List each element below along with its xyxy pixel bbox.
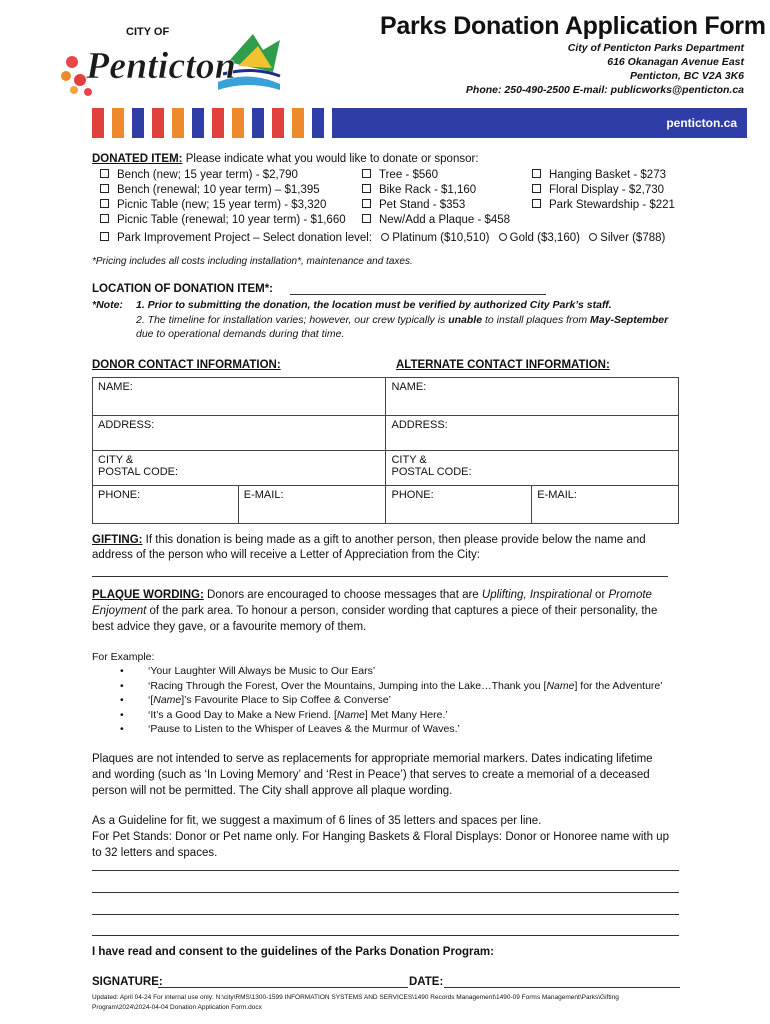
example-3: • ‘[Name]’s Favourite Place to Sip Coffee & Converse’ (120, 693, 663, 708)
note-label: *Note: (92, 299, 123, 311)
consent-statement: I have read and consent to the guidelines of the Parks Donation Program: (92, 946, 494, 958)
alternate-contact-heading: ALTERNATE CONTACT INFORMATION: (396, 359, 610, 371)
location-note-1: 1. Prior to submitting the donation, the location must be verified by authorized City Park’s staff. (136, 299, 612, 311)
logo-city-of-text: CITY OF (126, 26, 170, 38)
street-address: 616 Okanagan Avenue East (607, 56, 744, 68)
location-input-line[interactable] (290, 294, 546, 295)
donation-options-col2 (362, 168, 510, 228)
donated-item-section (92, 152, 479, 167)
radio-silver[interactable] (589, 233, 597, 241)
option-tree[interactable]: Tree - $560 (362, 168, 510, 183)
website-link[interactable]: penticton.ca (332, 108, 747, 138)
guideline-2: For Pet Stands: Donor or Pet name only. For Hanging Baskets & Floral Displays: Donor or Honoree name with up (92, 831, 669, 843)
donor-contact-heading: DONOR CONTACT INFORMATION: (92, 359, 281, 371)
donated-heading: DONATED ITEM: (92, 153, 183, 165)
city-address: Penticton, BC V2A 3K6 (630, 70, 744, 82)
contact-info-table (92, 377, 679, 524)
checkbox[interactable] (100, 169, 109, 178)
alternate-email-field[interactable]: E-MAIL: (532, 486, 679, 524)
checkbox[interactable] (532, 199, 541, 208)
checkbox[interactable] (362, 214, 371, 223)
alternate-address-field[interactable]: ADDRESS: (386, 416, 679, 451)
example-5: • ‘Pause to Listen to the Whisper of Leaves & the Murmur of Waves.’ (120, 722, 663, 737)
option-bike-rack[interactable]: Bike Rack - $1,160 (362, 183, 510, 198)
example-1: • ‘Your Laughter Will Always be Music to Our Ears’ (120, 664, 663, 679)
date-label: DATE: (409, 976, 444, 988)
footer-path-1: Updated: April 04-24 For internal use only: N:\city\RMS\1300-1599 INFORMATION SYSTEMS AND SERVICES\1490 Records Management\1490-09 Forms Management\Parks\Gifting (92, 994, 619, 1001)
department-name: City of Penticton Parks Department (567, 42, 744, 54)
option-pet-stand[interactable]: Pet Stand - $353 (362, 198, 510, 213)
checkbox[interactable] (532, 184, 541, 193)
example-4: • ‘It’s a Good Day to Make a New Friend. [Name] Met Many Here.’ (120, 708, 663, 723)
plaque-wording-line-2[interactable] (92, 892, 679, 893)
option-hanging-basket[interactable]: Hanging Basket - $273 (532, 168, 675, 183)
donated-intro: Please indicate what you would like to donate or sponsor: (185, 153, 479, 165)
plaque-wording-line-1[interactable] (92, 870, 679, 871)
plaque-wording-line-3[interactable] (92, 914, 679, 915)
gifting-input-line[interactable] (92, 576, 668, 577)
example-2: • ‘Racing Through the Forest, Over the Mountains, Jumping into the Lake…Thank you [Name] for the Adventure’ (120, 679, 663, 694)
radio-platinum[interactable] (381, 233, 389, 241)
logo-penticton-text: Penticton (86, 45, 236, 87)
location-heading: LOCATION OF DONATION ITEM*: (92, 283, 274, 295)
donor-email-field[interactable]: E-MAIL: (238, 486, 386, 524)
donor-city-postal-field[interactable]: CITY & POSTAL CODE: (93, 451, 386, 486)
guideline-3: to 32 letters and spaces. (92, 847, 218, 859)
checkbox[interactable] (100, 184, 109, 193)
plaque-wording-line-4[interactable] (92, 935, 679, 936)
memorial-para-2: and wording (such as ‘In Loving Memory’ and ‘Rest in Peace’) that serves to create a memorial of a deceased (92, 769, 650, 781)
donation-options-col1 (100, 168, 346, 228)
option-park-stewardship[interactable]: Park Stewardship - $221 (532, 198, 675, 213)
option-plaque[interactable]: New/Add a Plaque - $458 (362, 213, 510, 228)
donation-options-col3 (532, 168, 675, 213)
signature-input-line[interactable] (158, 987, 408, 988)
gifting-line-1: GIFTING: If this donation is being made as a gift to another person, then please provide below the name and (92, 534, 646, 546)
city-of-penticton-logo (58, 22, 283, 98)
checkbox[interactable] (362, 169, 371, 178)
location-note-2-cont: due to operational demands during that time. (136, 328, 345, 340)
checkbox[interactable] (362, 184, 371, 193)
pricing-note: *Pricing includes all costs including installation*, maintenance and taxes. (92, 256, 413, 267)
footer-path-2: Program\2024\2024-04-04 Donation Application Form.docx (92, 1004, 262, 1011)
option-bench-renewal[interactable]: Bench (renewal; 10 year term) – $1,395 (100, 183, 346, 198)
plaque-line-3: best advice they gave, or a favourite memory of them. (92, 621, 367, 633)
form-title: Parks Donation Application Form (380, 12, 766, 40)
example-list (120, 664, 663, 737)
alternate-phone-field[interactable]: PHONE: (386, 486, 532, 524)
checkbox[interactable] (362, 199, 371, 208)
date-input-line[interactable] (444, 987, 680, 988)
phone-email: Phone: 250-490-2500 E-mail: publicworks@penticton.ca (465, 84, 744, 96)
memorial-para-3: person will not be permitted. The City shall approve all plaque wording. (92, 785, 453, 797)
gifting-line-2: address of the person who will receive a Letter of Appreciation from the City: (92, 549, 481, 561)
checkbox[interactable] (532, 169, 541, 178)
colour-band (92, 108, 747, 138)
option-picnic-renewal[interactable]: Picnic Table (renewal; 10 year term) - $1,660 (100, 213, 346, 228)
guideline-1: As a Guideline for fit, we suggest a maximum of 6 lines of 35 letters and spaces per line. (92, 815, 542, 827)
example-label: For Example: (92, 651, 155, 663)
checkbox[interactable] (100, 199, 109, 208)
option-bench-new[interactable]: Bench (new; 15 year term) - $2,790 (100, 168, 346, 183)
radio-gold[interactable] (499, 233, 507, 241)
checkbox[interactable] (100, 214, 109, 223)
checkbox[interactable] (100, 232, 109, 241)
plaque-line-2: Enjoyment of the park area. To honour a person, consider wording that captures a piece of their personality, the (92, 605, 658, 617)
alternate-city-postal-field[interactable]: CITY & POSTAL CODE: (386, 451, 679, 486)
option-picnic-new[interactable]: Picnic Table (new; 15 year term) - $3,320 (100, 198, 346, 213)
option-park-improvement: Park Improvement Project – Select donation level: Platinum ($10,510) Gold ($3,160) Silver ($788) (100, 231, 665, 246)
donor-phone-field[interactable]: PHONE: (93, 486, 239, 524)
donor-address-field[interactable]: ADDRESS: (93, 416, 386, 451)
location-note-2: 2. The timeline for installation varies; however, our crew typically is unable to install plaques from May-September (136, 314, 669, 326)
plaque-line-1: PLAQUE WORDING: Donors are encouraged to choose messages that are Uplifting, Inspirational or Promote (92, 589, 652, 601)
signature-label: SIGNATURE: (92, 976, 163, 988)
option-floral-display[interactable]: Floral Display - $2,730 (532, 183, 675, 198)
alternate-name-field[interactable]: NAME: (386, 378, 679, 416)
donor-name-field[interactable]: NAME: (93, 378, 386, 416)
memorial-para-1: Plaques are not intended to serve as replacements for appropriate memorial markers. Dates indicating lifetime (92, 753, 653, 765)
